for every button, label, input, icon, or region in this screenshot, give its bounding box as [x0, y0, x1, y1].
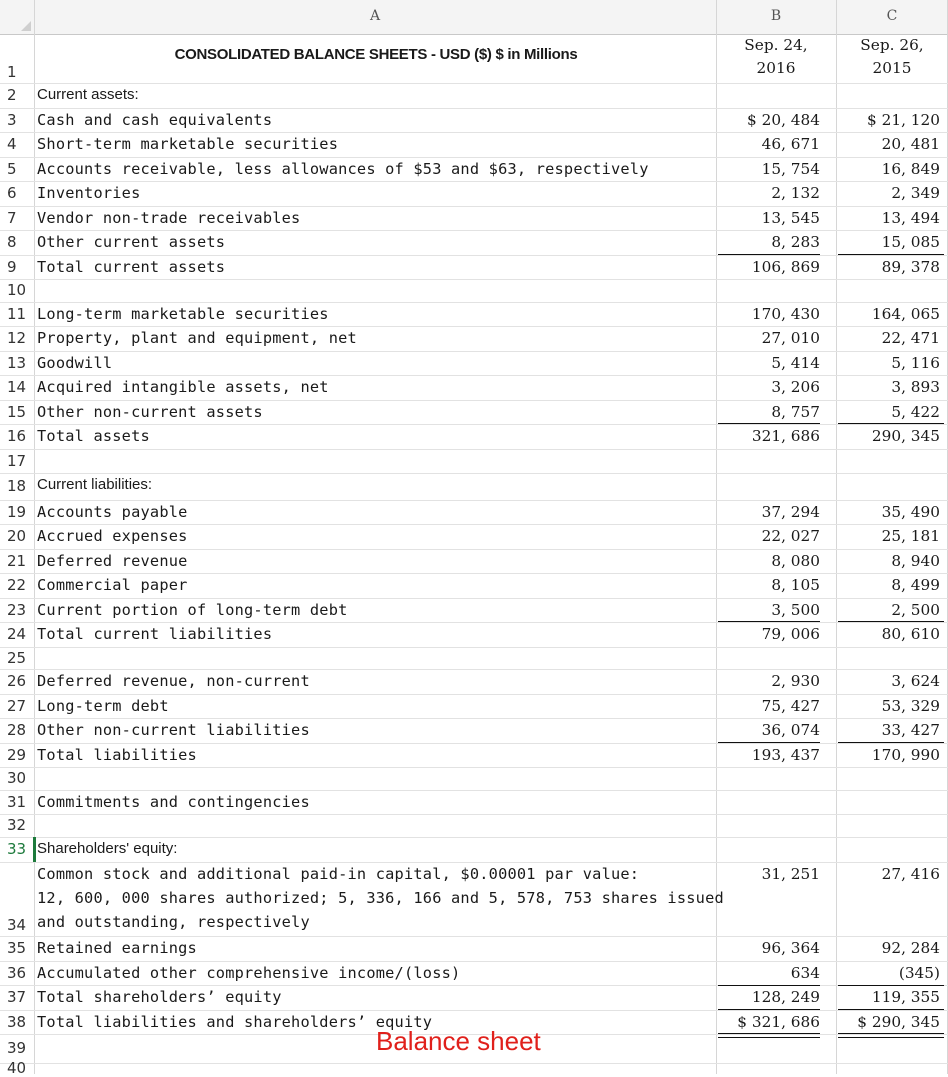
- row-number[interactable]: 24: [7, 625, 27, 643]
- row-label[interactable]: Cash and cash equivalents: [37, 111, 273, 129]
- row-number[interactable]: 36: [7, 964, 27, 982]
- row-label[interactable]: Total liabilities: [37, 746, 197, 764]
- row-number[interactable]: 7: [7, 209, 17, 227]
- row-number[interactable]: 37: [7, 988, 27, 1006]
- value-cell-b[interactable]: 13, 545: [761, 209, 820, 227]
- period-header-c[interactable]: [836, 34, 948, 80]
- row-divider: [0, 181, 948, 182]
- row-number[interactable]: 29: [7, 746, 27, 764]
- row-divider: [0, 157, 948, 158]
- value-cell-c[interactable]: 33, 427: [881, 721, 940, 739]
- row-number[interactable]: 22: [7, 576, 27, 594]
- value-cell-c[interactable]: (345): [898, 964, 940, 982]
- section-heading[interactable]: Current liabilities:: [37, 476, 153, 493]
- total-underline: [718, 1037, 820, 1038]
- row-label[interactable]: Acquired intangible assets, net: [37, 378, 329, 396]
- row-divider: [0, 351, 948, 352]
- row-label[interactable]: Total assets: [37, 427, 150, 445]
- row-number[interactable]: 12: [7, 329, 27, 347]
- period-header-b[interactable]: [716, 34, 836, 80]
- row-number[interactable]: 1: [7, 63, 17, 81]
- row-label[interactable]: Commercial paper: [37, 576, 188, 594]
- row-label[interactable]: Total current liabilities: [37, 625, 273, 643]
- value-cell-b[interactable]: 170, 430: [751, 305, 820, 323]
- column-header-b[interactable]: B: [770, 8, 782, 24]
- row-number[interactable]: 33: [7, 840, 27, 858]
- active-cell-indicator: [33, 837, 36, 862]
- value-cell-b[interactable]: 8, 757: [771, 403, 820, 421]
- row-label[interactable]: Accounts receivable, less allowances of $53 and $63, respectively: [37, 160, 649, 178]
- row-label[interactable]: Current portion of long-term debt: [37, 601, 348, 619]
- value-cell-b[interactable]: 31, 251: [761, 865, 820, 883]
- row-divider: [0, 279, 948, 280]
- row-divider: [0, 449, 948, 450]
- value-cell-c[interactable]: 5, 116: [891, 354, 940, 372]
- row-divider: [0, 837, 948, 838]
- row-number[interactable]: 9: [7, 258, 17, 276]
- row-divider: [0, 743, 948, 744]
- row-divider: [0, 424, 948, 425]
- value-cell-b[interactable]: 128, 249: [751, 988, 820, 1006]
- value-cell-b[interactable]: 46, 671: [761, 135, 820, 153]
- row-divider: [0, 549, 948, 550]
- total-underline: [838, 1037, 944, 1038]
- caption-label: Balance sheet: [376, 1026, 541, 1056]
- sheet-title[interactable]: CONSOLIDATED BALANCE SHEETS - USD ($) $ in Millions: [174, 46, 578, 63]
- row-label[interactable]: 12, 600, 000 shares authorized; 5, 336, 166 and 5, 578, 753 shares issued: [37, 889, 724, 907]
- value-cell-c[interactable]: $ 290, 345: [857, 1013, 940, 1031]
- value-cell-c[interactable]: 8, 499: [891, 576, 940, 594]
- row-number[interactable]: 32: [7, 816, 27, 834]
- row-label[interactable]: Accumulated other comprehensive income/(loss): [37, 964, 461, 982]
- total-underline: [718, 1009, 820, 1010]
- row-divider: [0, 1010, 948, 1011]
- row-divider: [0, 400, 948, 401]
- value-cell-b[interactable]: 321, 686: [751, 427, 820, 445]
- row-number[interactable]: 3: [7, 111, 17, 129]
- row-number[interactable]: 11: [7, 305, 27, 323]
- row-divider: [0, 936, 948, 937]
- value-cell-b[interactable]: 8, 105: [771, 576, 820, 594]
- row-divider: [0, 83, 948, 84]
- value-cell-c[interactable]: 53, 329: [881, 697, 940, 715]
- value-cell-b[interactable]: 27, 010: [761, 329, 820, 347]
- section-heading[interactable]: Shareholders' equity:: [37, 840, 178, 857]
- value-cell-b[interactable]: 193, 437: [751, 746, 820, 764]
- value-cell-b[interactable]: 75, 427: [761, 697, 820, 715]
- value-cell-c[interactable]: 89, 378: [881, 258, 940, 276]
- value-cell-b[interactable]: 8, 283: [771, 233, 820, 251]
- value-cell-c[interactable]: 2, 349: [891, 184, 940, 202]
- row-number[interactable]: 21: [7, 552, 27, 570]
- value-cell-b[interactable]: $ 321, 686: [737, 1013, 820, 1031]
- row-label[interactable]: Other non-current assets: [37, 403, 263, 421]
- value-cell-b[interactable]: 22, 027: [761, 527, 820, 545]
- period-c-year: 2015: [872, 59, 912, 77]
- row-divider: [0, 206, 948, 207]
- row-label[interactable]: Long-term debt: [37, 697, 169, 715]
- total-underline: [838, 423, 944, 424]
- value-cell-b[interactable]: 3, 206: [771, 378, 820, 396]
- value-cell-b[interactable]: $ 20, 484: [747, 111, 820, 129]
- row-divider: [0, 767, 948, 768]
- value-cell-c[interactable]: 22, 471: [881, 329, 940, 347]
- row-label[interactable]: Other non-current liabilities: [37, 721, 310, 739]
- row-label[interactable]: Deferred revenue, non-current: [37, 672, 310, 690]
- total-underline: [718, 621, 820, 622]
- row-number[interactable]: 30: [7, 769, 27, 787]
- row-number[interactable]: 4: [7, 135, 17, 153]
- row-number[interactable]: 28: [7, 721, 27, 739]
- total-underline: [838, 1009, 944, 1010]
- row-label[interactable]: Deferred revenue: [37, 552, 188, 570]
- row-label[interactable]: Total current assets: [37, 258, 226, 276]
- total-underline: [718, 1033, 820, 1034]
- total-underline: [718, 254, 820, 255]
- row-label[interactable]: and outstanding, respectively: [37, 913, 310, 931]
- value-cell-b[interactable]: 5, 414: [771, 354, 820, 372]
- select-all-corner[interactable]: [0, 0, 35, 34]
- value-cell-b[interactable]: 2, 930: [771, 672, 820, 690]
- total-underline: [718, 742, 820, 743]
- row-divider: [0, 326, 948, 327]
- row-number[interactable]: 16: [7, 427, 27, 445]
- value-cell-c[interactable]: 170, 990: [871, 746, 940, 764]
- row-divider: [0, 718, 948, 719]
- value-cell-b[interactable]: 37, 294: [761, 503, 820, 521]
- value-cell-c[interactable]: 13, 494: [881, 209, 940, 227]
- row-number[interactable]: 10: [7, 281, 27, 299]
- row-divider: [0, 108, 948, 109]
- total-underline: [838, 254, 944, 255]
- value-cell-c[interactable]: 80, 610: [881, 625, 940, 643]
- period-b-date: Sep. 24,: [744, 36, 808, 54]
- value-cell-c[interactable]: 164, 065: [871, 305, 940, 323]
- value-cell-b[interactable]: 36, 074: [761, 721, 820, 739]
- value-cell-b[interactable]: 106, 869: [751, 258, 820, 276]
- row-divider: [0, 302, 948, 303]
- row-divider: [0, 524, 948, 525]
- row-divider: [0, 961, 948, 962]
- row-number[interactable]: 19: [7, 503, 27, 521]
- value-cell-c[interactable]: 5, 422: [891, 403, 940, 421]
- select-all-icon: [21, 21, 31, 31]
- value-cell-b[interactable]: 634: [790, 964, 820, 982]
- total-underline: [838, 742, 944, 743]
- row-divider: [0, 814, 948, 815]
- value-cell-c[interactable]: 8, 940: [891, 552, 940, 570]
- total-underline: [838, 1033, 944, 1034]
- row-number[interactable]: 17: [7, 452, 27, 470]
- value-cell-c[interactable]: 290, 345: [871, 427, 940, 445]
- value-cell-c[interactable]: 20, 481: [881, 135, 940, 153]
- row-divider: [0, 473, 948, 474]
- row-number[interactable]: 26: [7, 672, 27, 690]
- column-header-a[interactable]: A: [369, 8, 381, 24]
- row-label[interactable]: Retained earnings: [37, 939, 197, 957]
- row-number[interactable]: 8: [7, 233, 17, 251]
- row-label[interactable]: Total liabilities and shareholders’ equity: [37, 1013, 433, 1031]
- row-label[interactable]: Accounts payable: [37, 503, 188, 521]
- row-number[interactable]: 35: [7, 939, 27, 957]
- value-cell-c[interactable]: 25, 181: [881, 527, 940, 545]
- row-number[interactable]: 13: [7, 354, 27, 372]
- value-cell-c[interactable]: 27, 416: [881, 865, 940, 883]
- row-label[interactable]: Total shareholders’ equity: [37, 988, 282, 1006]
- row-number[interactable]: 20: [7, 527, 27, 545]
- value-cell-c[interactable]: 35, 490: [881, 503, 940, 521]
- row-label[interactable]: Property, plant and equipment, net: [37, 329, 357, 347]
- row-number[interactable]: 40: [7, 1059, 27, 1077]
- row-divider: [0, 573, 948, 574]
- row-number[interactable]: 5: [7, 160, 17, 178]
- section-heading[interactable]: Current assets:: [37, 86, 139, 103]
- row-number[interactable]: 15: [7, 403, 27, 421]
- value-cell-b[interactable]: 2, 132: [771, 184, 820, 202]
- row-number[interactable]: 39: [7, 1039, 27, 1057]
- period-b-year: 2016: [756, 59, 796, 77]
- value-cell-b[interactable]: 96, 364: [761, 939, 820, 957]
- row-number[interactable]: 2: [7, 86, 17, 104]
- total-underline: [718, 985, 820, 986]
- value-cell-c[interactable]: 15, 085: [881, 233, 940, 251]
- row-label[interactable]: Inventories: [37, 184, 141, 202]
- row-divider: [0, 622, 948, 623]
- value-cell-b[interactable]: 3, 500: [771, 601, 820, 619]
- row-label[interactable]: Vendor non-trade receivables: [37, 209, 301, 227]
- value-cell-c[interactable]: 2, 500: [891, 601, 940, 619]
- total-underline: [718, 423, 820, 424]
- row-label[interactable]: Commitments and contingencies: [37, 793, 310, 811]
- value-cell-c[interactable]: 16, 849: [881, 160, 940, 178]
- row-label[interactable]: Long-term marketable securities: [37, 305, 329, 323]
- value-cell-c[interactable]: 92, 284: [881, 939, 940, 957]
- row-number[interactable]: 25: [7, 649, 27, 667]
- row-number[interactable]: 14: [7, 378, 27, 396]
- row-divider: [0, 647, 948, 648]
- row-divider: [0, 598, 948, 599]
- period-c-date: Sep. 26,: [860, 36, 924, 54]
- row-number[interactable]: 23: [7, 601, 27, 619]
- column-header-c[interactable]: C: [886, 8, 898, 24]
- row-label[interactable]: Common stock and additional paid-in capital, $0.00001 par value:: [37, 865, 640, 883]
- row-divider: [0, 132, 948, 133]
- row-label[interactable]: Goodwill: [37, 354, 113, 372]
- row-divider: [0, 862, 948, 863]
- row-number[interactable]: 6: [7, 184, 17, 202]
- row-number[interactable]: 31: [7, 793, 27, 811]
- value-cell-b[interactable]: 15, 754: [761, 160, 820, 178]
- row-divider: [0, 694, 948, 695]
- row-label[interactable]: Short-term marketable securities: [37, 135, 339, 153]
- row-divider: [0, 500, 948, 501]
- row-divider: [0, 669, 948, 670]
- row-number[interactable]: 38: [7, 1013, 27, 1031]
- row-label[interactable]: Other current assets: [37, 233, 226, 251]
- value-cell-c[interactable]: 119, 355: [871, 988, 940, 1006]
- value-cell-b[interactable]: 79, 006: [761, 625, 820, 643]
- row-divider: [0, 1063, 948, 1064]
- column-divider: [34, 0, 35, 1074]
- total-underline: [838, 985, 944, 986]
- row-divider: [0, 230, 948, 231]
- row-divider: [0, 790, 948, 791]
- total-underline: [838, 621, 944, 622]
- row-number[interactable]: 34: [7, 916, 27, 934]
- row-label[interactable]: Accrued expenses: [37, 527, 188, 545]
- value-cell-c[interactable]: $ 21, 120: [867, 111, 940, 129]
- value-cell-c[interactable]: 3, 893: [891, 378, 940, 396]
- value-cell-c[interactable]: 3, 624: [891, 672, 940, 690]
- row-divider: [0, 255, 948, 256]
- value-cell-b[interactable]: 8, 080: [771, 552, 820, 570]
- row-number[interactable]: 27: [7, 697, 27, 715]
- row-number[interactable]: 18: [7, 477, 27, 495]
- row-divider: [0, 375, 948, 376]
